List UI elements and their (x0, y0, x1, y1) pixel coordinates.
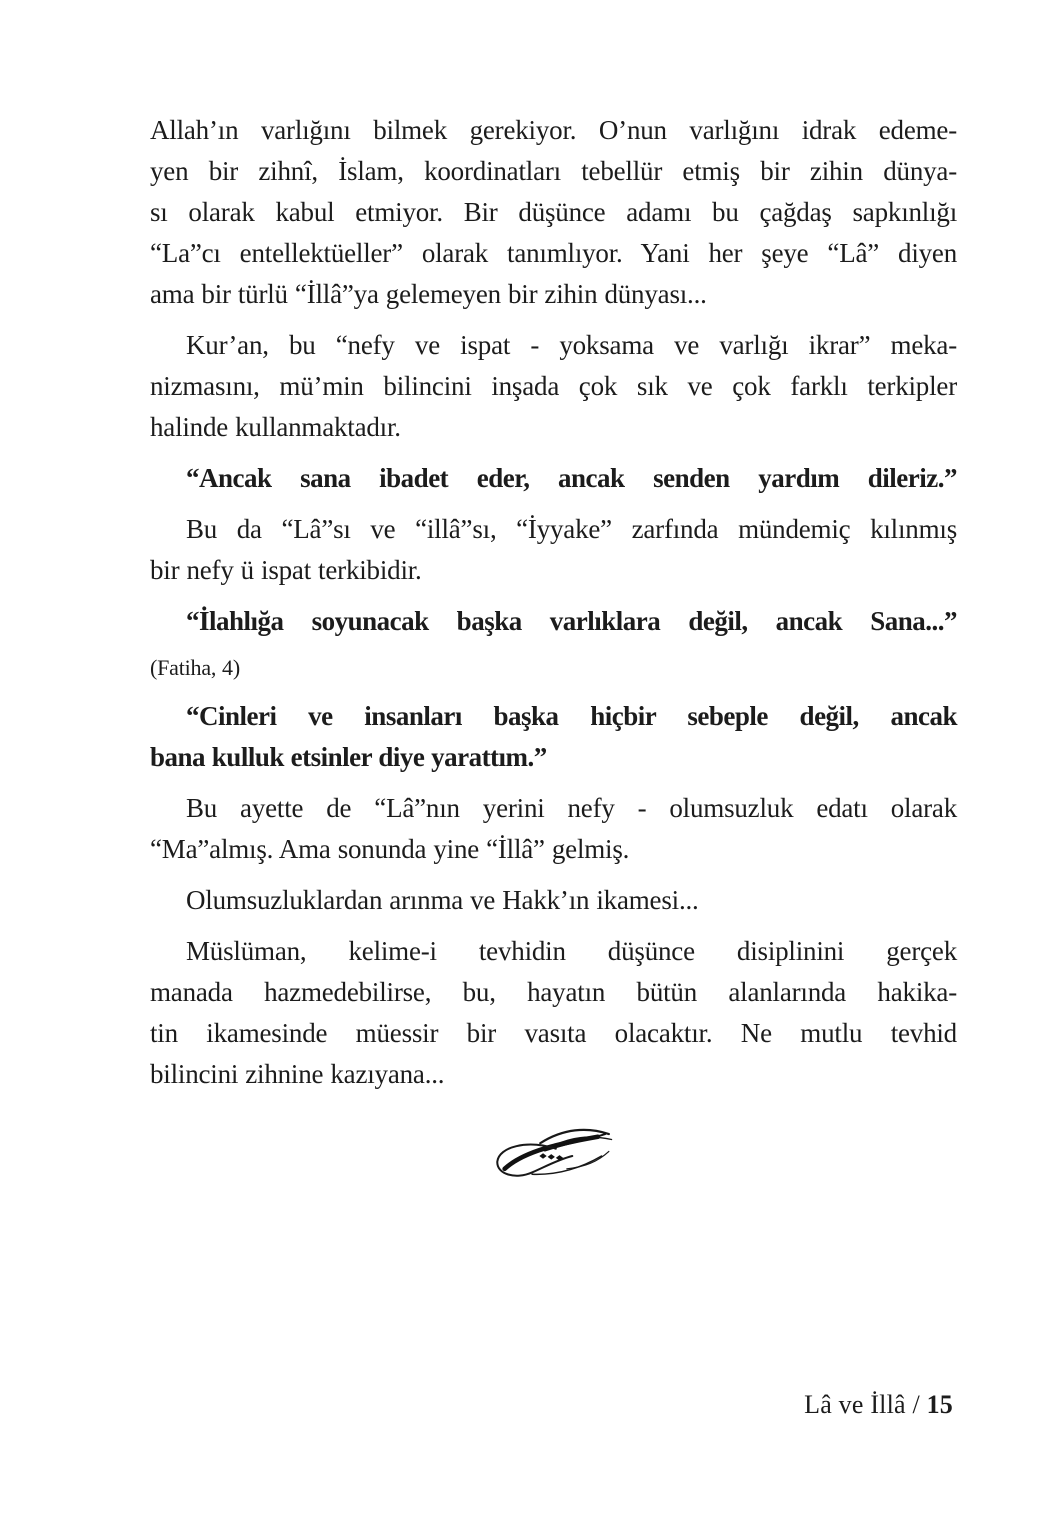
footer-page-number: 15 (926, 1390, 953, 1419)
paragraph (150, 458, 957, 499)
text-line: “İlahlığa soyunacak başka varlıklara değil, ancak Sana...” (186, 606, 957, 636)
paragraph (150, 696, 957, 778)
text-line: yen bir zihnî, İslam, koordinatları tebellür etmiş bir zihin dünya- (150, 156, 957, 186)
text-line: Bu ayette de “Lâ”nın yerini nefy - olumsuzluk edatı olarak (186, 793, 957, 823)
paragraph (150, 509, 957, 591)
text-line: bir nefy ü ispat terkibidir. (150, 555, 422, 585)
text-line: tin ikamesinde müessir bir vasıta olacaktır. Ne mutlu tevhid (150, 1018, 957, 1048)
page-footer (804, 1390, 953, 1420)
paragraph (150, 931, 957, 1095)
text-line: “Cinleri ve insanları başka hiçbir sebeple değil, ancak (186, 701, 957, 731)
ornament-row (150, 1123, 957, 1189)
paragraph (150, 601, 957, 642)
paragraph (150, 880, 957, 921)
text-line: bilincini zihnine kazıyana... (150, 1059, 445, 1089)
calligraphic-flourish-icon (490, 1123, 618, 1189)
text-line: ama bir türlü “İllâ”ya gelemeyen bir zihin dünyası... (150, 279, 707, 309)
text-block (150, 110, 957, 1095)
text-line: “Ma”almış. Ama sonunda yine “İllâ” gelmiş. (150, 834, 630, 864)
text-line: Kur’an, bu “nefy ve ispat - yoksama ve varlığı ikrar” meka- (186, 330, 957, 360)
text-line: Olumsuzluklardan arınma ve Hakk’ın ikamesi... (186, 885, 699, 915)
text-line: bana kulluk etsinler diye yarattım.” (150, 742, 547, 772)
paragraph (150, 788, 957, 870)
paragraph (150, 325, 957, 448)
footer-book-title: Lâ ve İllâ (804, 1390, 906, 1419)
paragraph (150, 652, 957, 684)
text-line: “La”cı entellektüeller” olarak tanımlıyor. Yani her şeye “Lâ” diyen (150, 238, 957, 268)
text-line: “Ancak sana ibadet eder, ancak senden yardım dileriz.” (186, 463, 957, 493)
text-line: halinde kullanmaktadır. (150, 412, 401, 442)
text-line: nizmasını, mü’min bilincini inşada çok sık ve çok farklı terkipler (150, 371, 957, 401)
text-line: Müslüman, kelime-i tevhidin düşünce disiplinini gerçek (186, 936, 957, 966)
text-line: manada hazmedebilirse, bu, hayatın bütün alanlarında hakika- (150, 977, 957, 1007)
text-line: Allah’ın varlığını bilmek gerekiyor. O’nun varlığını idrak edeme- (150, 115, 957, 145)
text-line: Bu da “Lâ”sı ve “illâ”sı, “İyyake” zarfında mündemiç kılınmış (186, 514, 957, 544)
text-line: sı olarak kabul etmiyor. Bir düşünce adamı bu çağdaş sapkınlığı (150, 197, 957, 227)
text-line: (Fatiha, 4) (150, 655, 240, 680)
footer-separator: / (905, 1390, 927, 1419)
paragraph (150, 110, 957, 315)
